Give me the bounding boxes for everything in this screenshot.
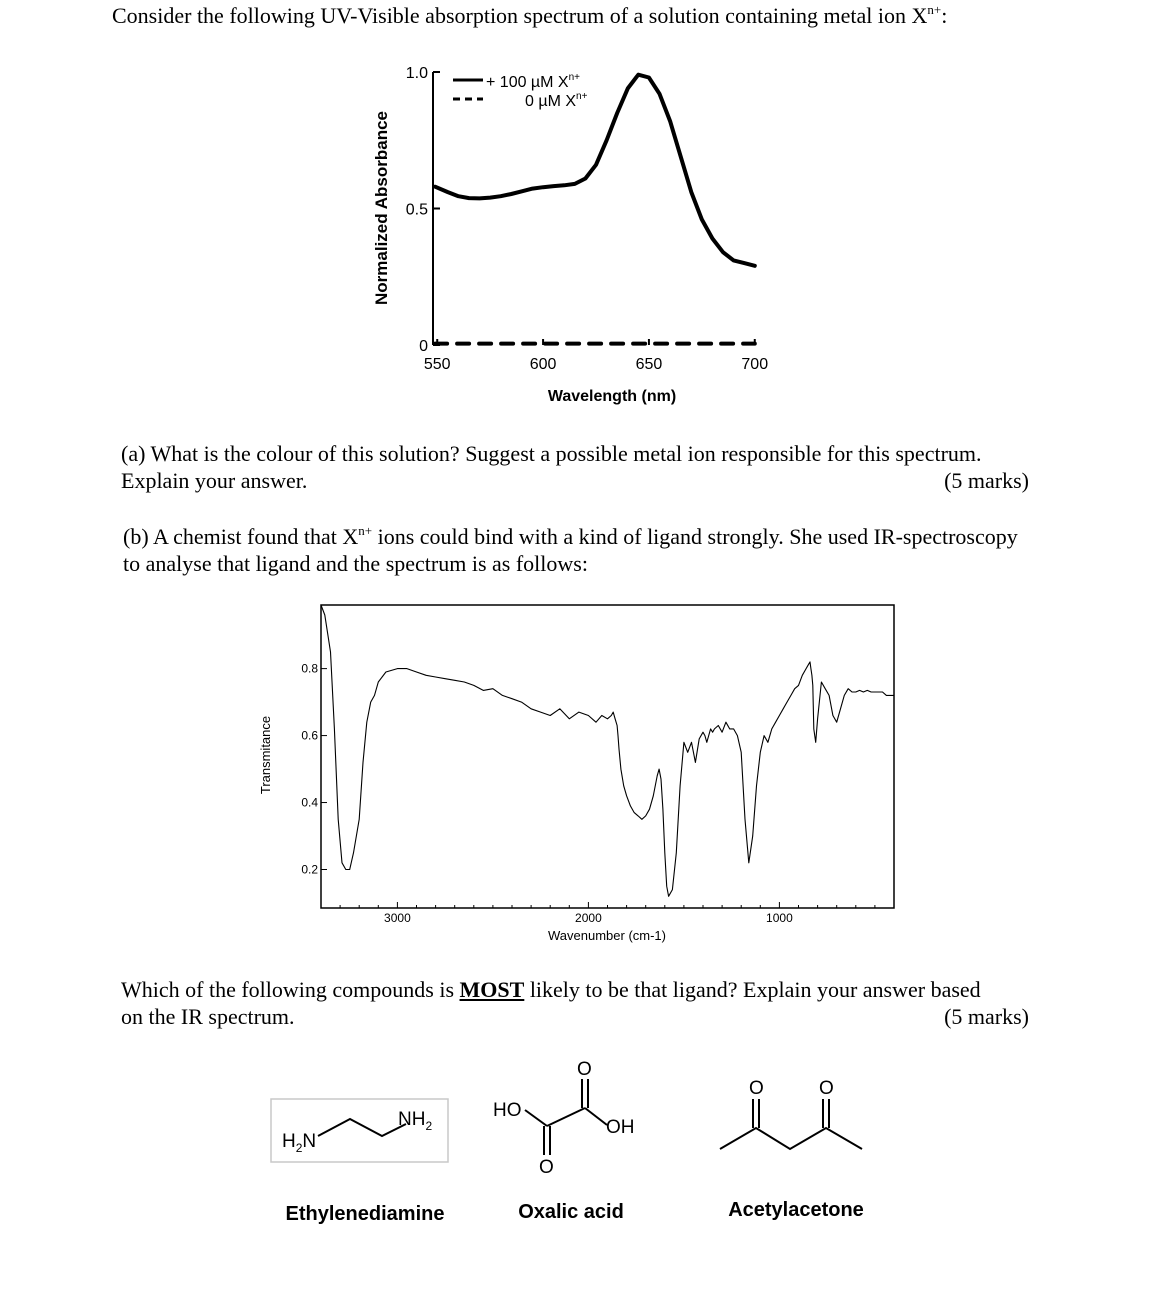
question-a-marks: (5 marks) [944, 468, 1029, 493]
uv-xtick-label: 600 [529, 356, 557, 373]
carbon-backbone [720, 1128, 862, 1149]
ir-chart [250, 595, 910, 955]
question-a-line1: (a) What is the colour of this solution? Suggest a possible metal ion responsible for this spectrum. [121, 441, 982, 466]
nh2-label: $NH_2$ [398, 1109, 433, 1133]
uv-ticks [406, 65, 768, 373]
acetylacetone-structure [712, 1075, 872, 1155]
compound-name-acetylacetone: Acetylacetone [728, 1199, 864, 1221]
ir-ticks [301, 662, 894, 925]
question-b-line1: (b) A chemist found that $X^{n+}$ ions could bind with a kind of ligand strongly. She used IR-spectroscopy [123, 523, 1018, 549]
ir-plot-frame [321, 605, 894, 908]
h2n-label: $H_2N$ [282, 1131, 317, 1155]
question-c-line1: Which of the following compounds is MOST likely to be that ligand? Explain your answer based [121, 977, 981, 1002]
ir-series-line [321, 605, 894, 896]
uv-legend [453, 72, 588, 110]
ir-ytick-label: 0.6 [301, 728, 318, 743]
uv-xtick-label: 650 [635, 356, 663, 373]
uv-xtick-label: 700 [741, 356, 769, 373]
ir-ytick-label: 0.4 [301, 795, 318, 810]
ir-xtick-label: 3000 [384, 911, 411, 925]
question-b-line2: to analyse that ligand and the spectrum is as follows: [123, 551, 588, 576]
legend-entry-dashed: 0 µM $X^{n+}$ [525, 91, 588, 110]
uv-ytick-label: 0 [419, 338, 428, 355]
question-a-line2: Explain your answer. [121, 468, 308, 493]
question-c-marks: (5 marks) [944, 1004, 1029, 1029]
carbon-chain [318, 1119, 406, 1136]
bond-c1-c2 [547, 1108, 585, 1126]
oxygen-2-label: O [819, 1078, 834, 1099]
uv-ytick-label: 1.0 [405, 65, 428, 82]
uv-vis-chart [360, 55, 800, 415]
compound-name-oxalic-acid: Oxalic acid [518, 1201, 624, 1223]
bond-ho-c1 [525, 1110, 547, 1126]
ho-label: HO [493, 1100, 522, 1121]
uv-ylabel: Normalized Absorbance [372, 111, 391, 305]
uv-series [435, 75, 755, 344]
uv-series-line-0 [435, 75, 755, 266]
ir-ytick-label: 0.8 [301, 661, 318, 676]
intro-text: Consider the following UV-Visible absorption spectrum of a solution containing metal ion $X^{n+}$: [112, 2, 948, 28]
ir-xtick-label: 2000 [575, 911, 602, 925]
ir-series [321, 605, 894, 896]
uv-xtick-label: 550 [423, 356, 451, 373]
ethylenediamine-structure [270, 1098, 450, 1164]
compound-name-ethylenediamine: Ethylenediamine [285, 1203, 445, 1225]
oh-label: OH [606, 1117, 635, 1138]
uv-xlabel: Wavelength (nm) [547, 388, 677, 405]
oxygen-bottom-label: O [539, 1157, 554, 1178]
legend-entry-solid: + 100 µM $X^{n+}$ [486, 72, 580, 91]
ir-xlabel: Wavenumber (cm-1) [548, 928, 666, 943]
ir-axes [321, 605, 894, 908]
ir-xtick-label: 1000 [766, 911, 793, 925]
oxygen-1-label: O [749, 1078, 764, 1099]
question-c-line2: on the IR spectrum. [121, 1004, 295, 1029]
oxygen-top-label: O [577, 1059, 592, 1080]
bond-c2-oh [585, 1108, 607, 1125]
oxalic-acid-structure [485, 1053, 665, 1178]
ir-ytick-label: 0.2 [301, 862, 318, 877]
ir-ylabel: Transmitance [258, 715, 273, 795]
uv-ytick-label: 0.5 [405, 201, 428, 219]
